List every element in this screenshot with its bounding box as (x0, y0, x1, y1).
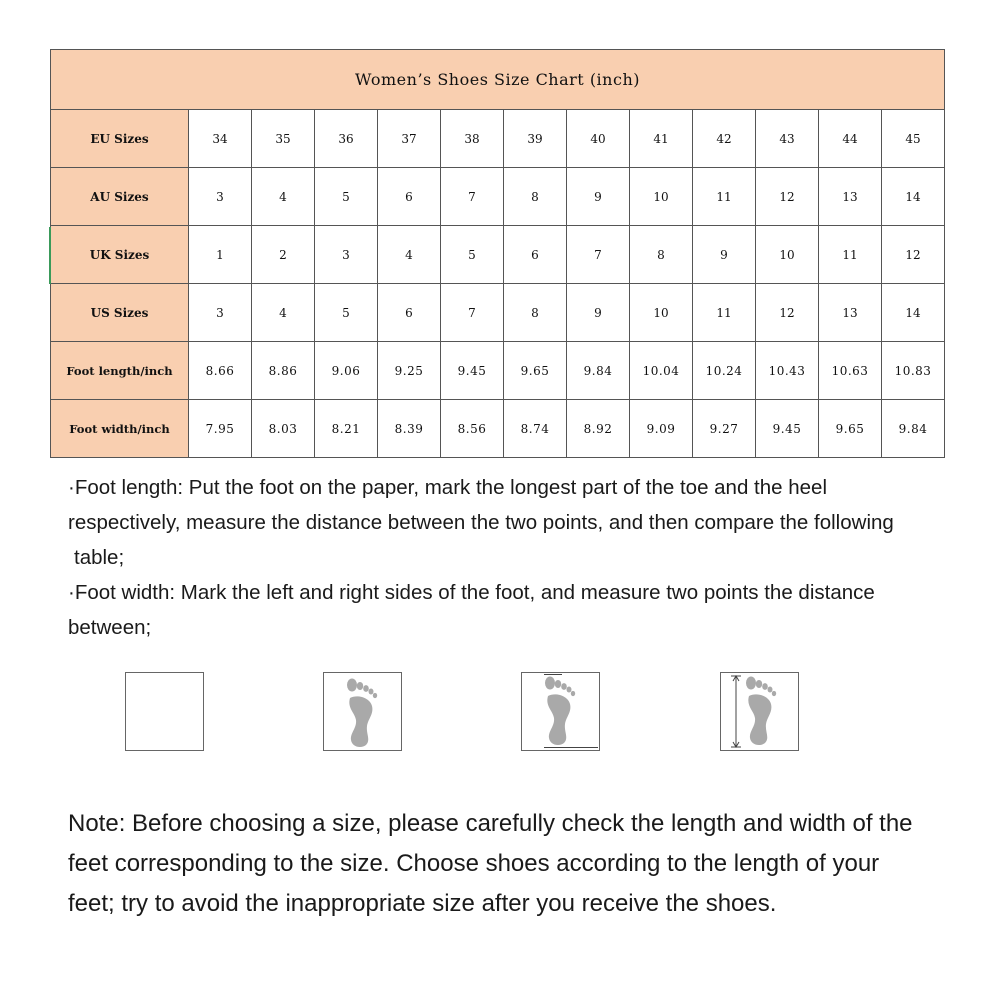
size-cell: 8.86 (252, 342, 315, 400)
size-cell: 4 (252, 284, 315, 342)
size-cell: 6 (378, 284, 441, 342)
size-cell: 3 (315, 226, 378, 284)
row-label: UK Sizes (51, 226, 189, 284)
size-cell: 10.43 (756, 342, 819, 400)
size-cell: 8.66 (189, 342, 252, 400)
size-cell: 38 (441, 110, 504, 168)
size-cell: 36 (315, 110, 378, 168)
size-cell: 4 (252, 168, 315, 226)
size-cell: 34 (189, 110, 252, 168)
note-line: feet corresponding to the size. Choose shoes according to the length of your (68, 850, 880, 877)
size-cell: 8.39 (378, 400, 441, 458)
size-cell: 9.45 (756, 400, 819, 458)
size-cell: 7.95 (189, 400, 252, 458)
size-cell: 8.74 (504, 400, 567, 458)
size-cell: 8 (630, 226, 693, 284)
size-cell: 10 (756, 226, 819, 284)
size-cell: 7 (567, 226, 630, 284)
size-row (51, 226, 945, 284)
note-line: Note: Before choosing a size, please carefully check the length and width of the (68, 810, 913, 837)
length-arrow (731, 676, 741, 747)
size-cell: 8.92 (567, 400, 630, 458)
size-cell: 2 (252, 226, 315, 284)
foot-measure-icon (721, 673, 798, 750)
size-cell: 12 (756, 284, 819, 342)
size-cell: 41 (630, 110, 693, 168)
step-foot-on-paper (323, 672, 402, 751)
size-cell: 42 (693, 110, 756, 168)
foot-length-instruction-line: ·Foot length: Put the foot on the paper, mark the longest part of the toe and the heel (68, 476, 828, 499)
foot-width-instruction-line: ·Foot width: Mark the left and right sides of the foot, and measure two points the distance (68, 581, 875, 604)
size-cell: 3 (189, 284, 252, 342)
row-highlight-mark (49, 227, 51, 284)
size-cell: 10 (630, 284, 693, 342)
size-cell: 3 (189, 168, 252, 226)
size-cell: 8 (504, 168, 567, 226)
row-label: Foot width/inch (51, 400, 189, 458)
size-cell: 9.65 (819, 400, 882, 458)
size-cell: 9 (567, 168, 630, 226)
size-row (51, 284, 945, 342)
row-label: EU Sizes (51, 110, 189, 168)
size-cell: 5 (315, 168, 378, 226)
size-cell: 8 (504, 284, 567, 342)
size-row (51, 110, 945, 168)
foot-width-instruction-line: between; (68, 616, 152, 639)
size-cell: 9.25 (378, 342, 441, 400)
step-blank-paper (125, 672, 204, 751)
size-cell: 8.03 (252, 400, 315, 458)
size-cell: 14 (882, 284, 945, 342)
size-cell: 11 (693, 168, 756, 226)
note-line: feet; try to avoid the inappropriate size after you receive the shoes. (68, 890, 777, 917)
row-label: US Sizes (51, 284, 189, 342)
size-cell: 9.84 (567, 342, 630, 400)
size-cell: 5 (441, 226, 504, 284)
step-mark-heel (521, 672, 600, 751)
size-cell: 39 (504, 110, 567, 168)
size-cell: 11 (819, 226, 882, 284)
size-cell: 10.63 (819, 342, 882, 400)
size-cell: 10.83 (882, 342, 945, 400)
size-cell: 9.84 (882, 400, 945, 458)
size-cell: 6 (504, 226, 567, 284)
size-cell: 7 (441, 168, 504, 226)
chart-title: Women’s Shoes Size Chart (inch) (51, 50, 945, 110)
size-cell: 12 (882, 226, 945, 284)
size-cell: 35 (252, 110, 315, 168)
size-row (51, 400, 945, 458)
step-measure-length (720, 672, 799, 751)
foot-icon (522, 673, 599, 750)
size-chart-table (50, 49, 945, 458)
size-cell: 13 (819, 284, 882, 342)
size-cell: 10 (630, 168, 693, 226)
foot-length-instruction-line: respectively, measure the distance between the two points, and then compare the following (68, 511, 894, 534)
size-cell: 40 (567, 110, 630, 168)
size-cell: 11 (693, 284, 756, 342)
size-cell: 9.27 (693, 400, 756, 458)
size-cell: 9 (567, 284, 630, 342)
size-cell: 13 (819, 168, 882, 226)
size-cell: 9.06 (315, 342, 378, 400)
size-cell: 8.21 (315, 400, 378, 458)
size-cell: 4 (378, 226, 441, 284)
size-cell: 45 (882, 110, 945, 168)
size-cell: 44 (819, 110, 882, 168)
size-row (51, 342, 945, 400)
size-cell: 1 (189, 226, 252, 284)
size-cell: 8.56 (441, 400, 504, 458)
size-row (51, 168, 945, 226)
size-cell: 43 (756, 110, 819, 168)
size-cell: 9.09 (630, 400, 693, 458)
size-cell: 37 (378, 110, 441, 168)
size-cell: 10.04 (630, 342, 693, 400)
size-cell: 12 (756, 168, 819, 226)
size-cell: 14 (882, 168, 945, 226)
note-paragraph (68, 804, 958, 924)
foot-length-instruction-line: table; (74, 546, 125, 569)
size-cell: 7 (441, 284, 504, 342)
measurement-instructions (68, 470, 968, 645)
size-cell: 9 (693, 226, 756, 284)
size-cell: 9.65 (504, 342, 567, 400)
size-cell: 10.24 (693, 342, 756, 400)
size-cell: 9.45 (441, 342, 504, 400)
size-cell: 6 (378, 168, 441, 226)
foot-icon (324, 673, 401, 750)
size-cell: 5 (315, 284, 378, 342)
row-label: Foot length/inch (51, 342, 189, 400)
row-label: AU Sizes (51, 168, 189, 226)
